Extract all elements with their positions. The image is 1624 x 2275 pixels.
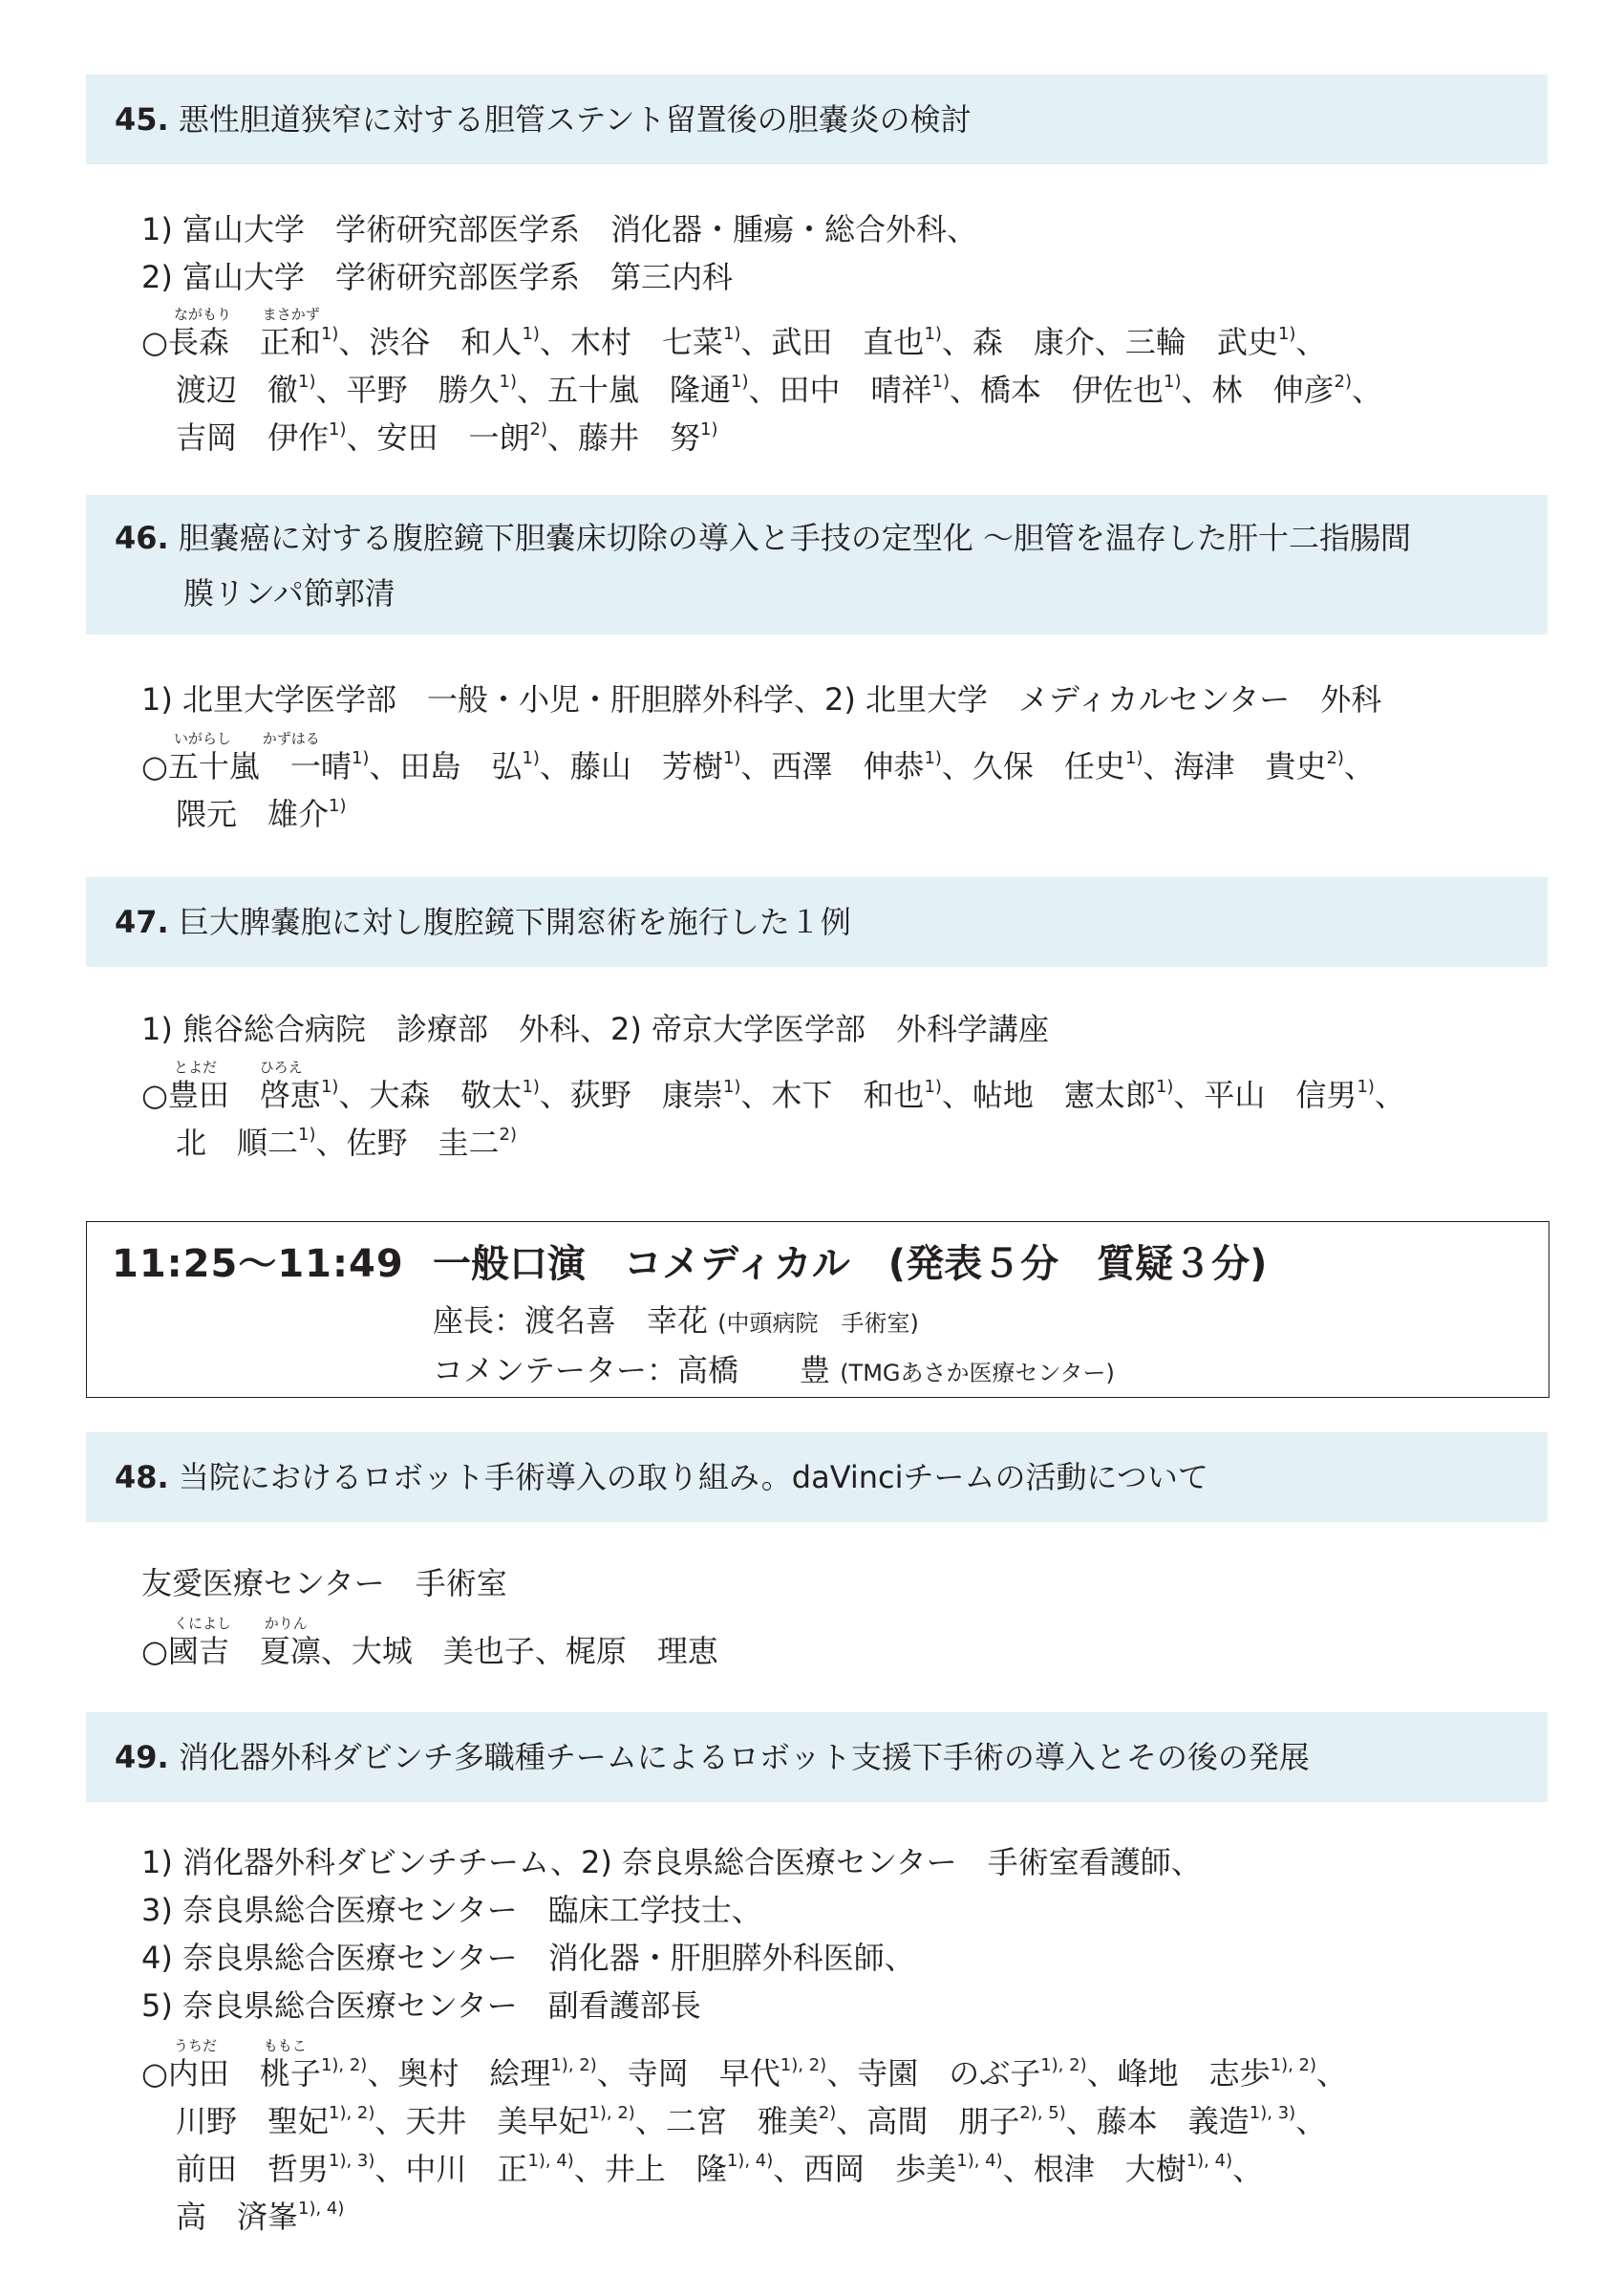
author-line: ○内田 桃子$^{1), 2)}$、奥村 絵理$^{1), 2)}$、寺岡 早代$^{1), 2)}$、寺園 のぶ子$^{1), 2)}$、峰地 志歩$^{1), 2)}$、 — [141, 2055, 1348, 2092]
author-line: 高 済峯$^{1), 4)}$ — [176, 2199, 345, 2235]
presentation-number: 49. — [115, 1739, 169, 1775]
presentation-title: 胆嚢癌に対する腹腔鏡下胆嚢床切除の導入と手技の定型化 ～胆管を温存した肝十二指腸間 — [178, 520, 1412, 556]
author-line: 隈元 雄介$^{1)}$ — [176, 796, 347, 832]
presentation-48-header — [86, 1432, 1548, 1522]
author-line: ○國吉 夏凛、大城 美也子、梶原 理恵 — [141, 1633, 718, 1669]
presentation-46-affiliations — [141, 676, 1381, 723]
presentation-49-header — [86, 1712, 1548, 1802]
furigana: くによし かりん — [174, 1615, 308, 1632]
presentation-46-authors — [141, 742, 1375, 838]
affiliation-line: 2) 富山大学 学術研究部医学系 第三内科 — [141, 259, 734, 295]
presentation-title-continued: 膜リンパ節郭清 — [183, 575, 395, 612]
author-line: 北 順二$^{1)}$、佐野 圭二$^{2)}$ — [176, 1125, 517, 1161]
presentation-title: 悪性胆道狭窄に対する胆管ステント留置後の胆嚢炎の検討 — [178, 101, 972, 138]
presentation-47-affiliations — [141, 1005, 1049, 1053]
furigana: とよだ ひろえ — [174, 1059, 303, 1076]
affiliation-line: 3) 奈良県総合医療センター 臨床工学技士、 — [141, 1892, 762, 1928]
furigana: ながもり まさかず — [174, 306, 320, 323]
presentation-45-affiliations — [141, 205, 977, 301]
affiliation-line: 4) 奈良県総合医療センター 消化器・肝胆膵外科医師、 — [141, 1940, 915, 1976]
presentation-48-affiliations — [141, 1559, 507, 1607]
author-line: ○五十嵐 一晴$^{1)}$、田島 弘$^{1)}$、藤山 芳樹$^{1)}$、西澤 伸恭$^{1)}$、久保 任史$^{1)}$、海津 貴史$^{2)}$、 — [141, 748, 1375, 784]
session-box — [86, 1221, 1549, 1398]
presentation-title: 当院におけるロボット手術導入の取り組み。daVinciチームの活動について — [178, 1459, 1208, 1495]
affiliation-line: 1) 消化器外科ダビンチチーム、2) 奈良県総合医療センター 手術室看護師、 — [141, 1844, 1202, 1880]
author-line: ○長森 正和$^{1)}$、渋谷 和人$^{1)}$、木村 七菜$^{1)}$、武田 直也$^{1)}$、森 康介、三輪 武史$^{1)}$、 — [141, 324, 1327, 360]
session-commentator: コメンテーター：高橋 豊 (TMGあさか医療センター) — [433, 1352, 1115, 1388]
presentation-47-header — [86, 877, 1548, 967]
session-title: 一般口演 コメディカル (発表５分 質疑３分) — [433, 1242, 1268, 1286]
presentation-number: 48. — [115, 1459, 169, 1495]
presentation-48-authors — [141, 1627, 718, 1675]
presentation-46-header — [86, 495, 1548, 634]
presentation-45-authors — [141, 318, 1382, 461]
presentation-number: 47. — [115, 904, 169, 940]
affiliation-line: 5) 奈良県総合医療センター 副看護部長 — [141, 1987, 701, 2024]
author-line: 渡辺 徹$^{1)}$、平野 勝久$^{1)}$、五十嵐 隆通$^{1)}$、田中 晴祥$^{1)}$、橋本 伊佐也$^{1)}$、林 伸彦$^{2)}$、 — [176, 372, 1383, 408]
author-line: 川野 聖妃$^{1), 2)}$、天井 美早妃$^{1), 2)}$、二宮 雅美$^{2)}$、高間 朋子$^{2), 5)}$、藤本 義造$^{1), 3)}$、 — [176, 2103, 1327, 2139]
presentation-49-affiliations — [141, 1838, 1202, 2029]
session-time: 11:25～11:49 — [112, 1242, 404, 1286]
author-line: ○豊田 啓恵$^{1)}$、大森 敬太$^{1)}$、荻野 康崇$^{1)}$、木下 和也$^{1)}$、帖地 憲太郎$^{1)}$、平山 信男$^{1)}$、 — [141, 1077, 1405, 1113]
affiliation-line: 1) 熊谷総合病院 診療部 外科、2) 帝京大学医学部 外科学講座 — [141, 1011, 1050, 1047]
presentation-45-header — [86, 75, 1548, 164]
presentation-number: 45. — [115, 101, 169, 138]
affiliation-line: 友愛医療センター 手術室 — [141, 1565, 507, 1601]
affiliation-line: 1) 北里大学医学部 一般・小児・肝胆膵外科学、2) 北里大学 メディカルセンター 外科 — [141, 681, 1382, 718]
presentation-title: 消化器外科ダビンチ多職種チームによるロボット支援下手術の導入とその後の発展 — [178, 1739, 1310, 1775]
furigana: いがらし かずはる — [174, 730, 320, 747]
author-line: 吉岡 伊作$^{1)}$、安田 一朗$^{2)}$、藤井 努$^{1)}$ — [176, 419, 718, 456]
presentation-49-authors — [141, 2050, 1347, 2241]
presentation-number: 46. — [115, 520, 169, 556]
affiliation-line: 1) 富山大学 学術研究部医学系 消化器・腫瘍・総合外科、 — [141, 211, 978, 247]
presentation-47-authors — [141, 1071, 1405, 1167]
furigana: うちだ ももこ — [174, 2037, 307, 2054]
author-line: 前田 哲男$^{1), 3)}$、中川 正$^{1), 4)}$、井上 隆$^{1), 4)}$、西岡 歩美$^{1), 4)}$、根津 大樹$^{1), 4)}$、 — [176, 2151, 1264, 2187]
session-chair: 座長：渡名喜 幸花 (中頭病院 手術室) — [433, 1302, 919, 1339]
presentation-title: 巨大脾嚢胞に対し腹腔鏡下開窓術を施行した１例 — [178, 904, 851, 940]
